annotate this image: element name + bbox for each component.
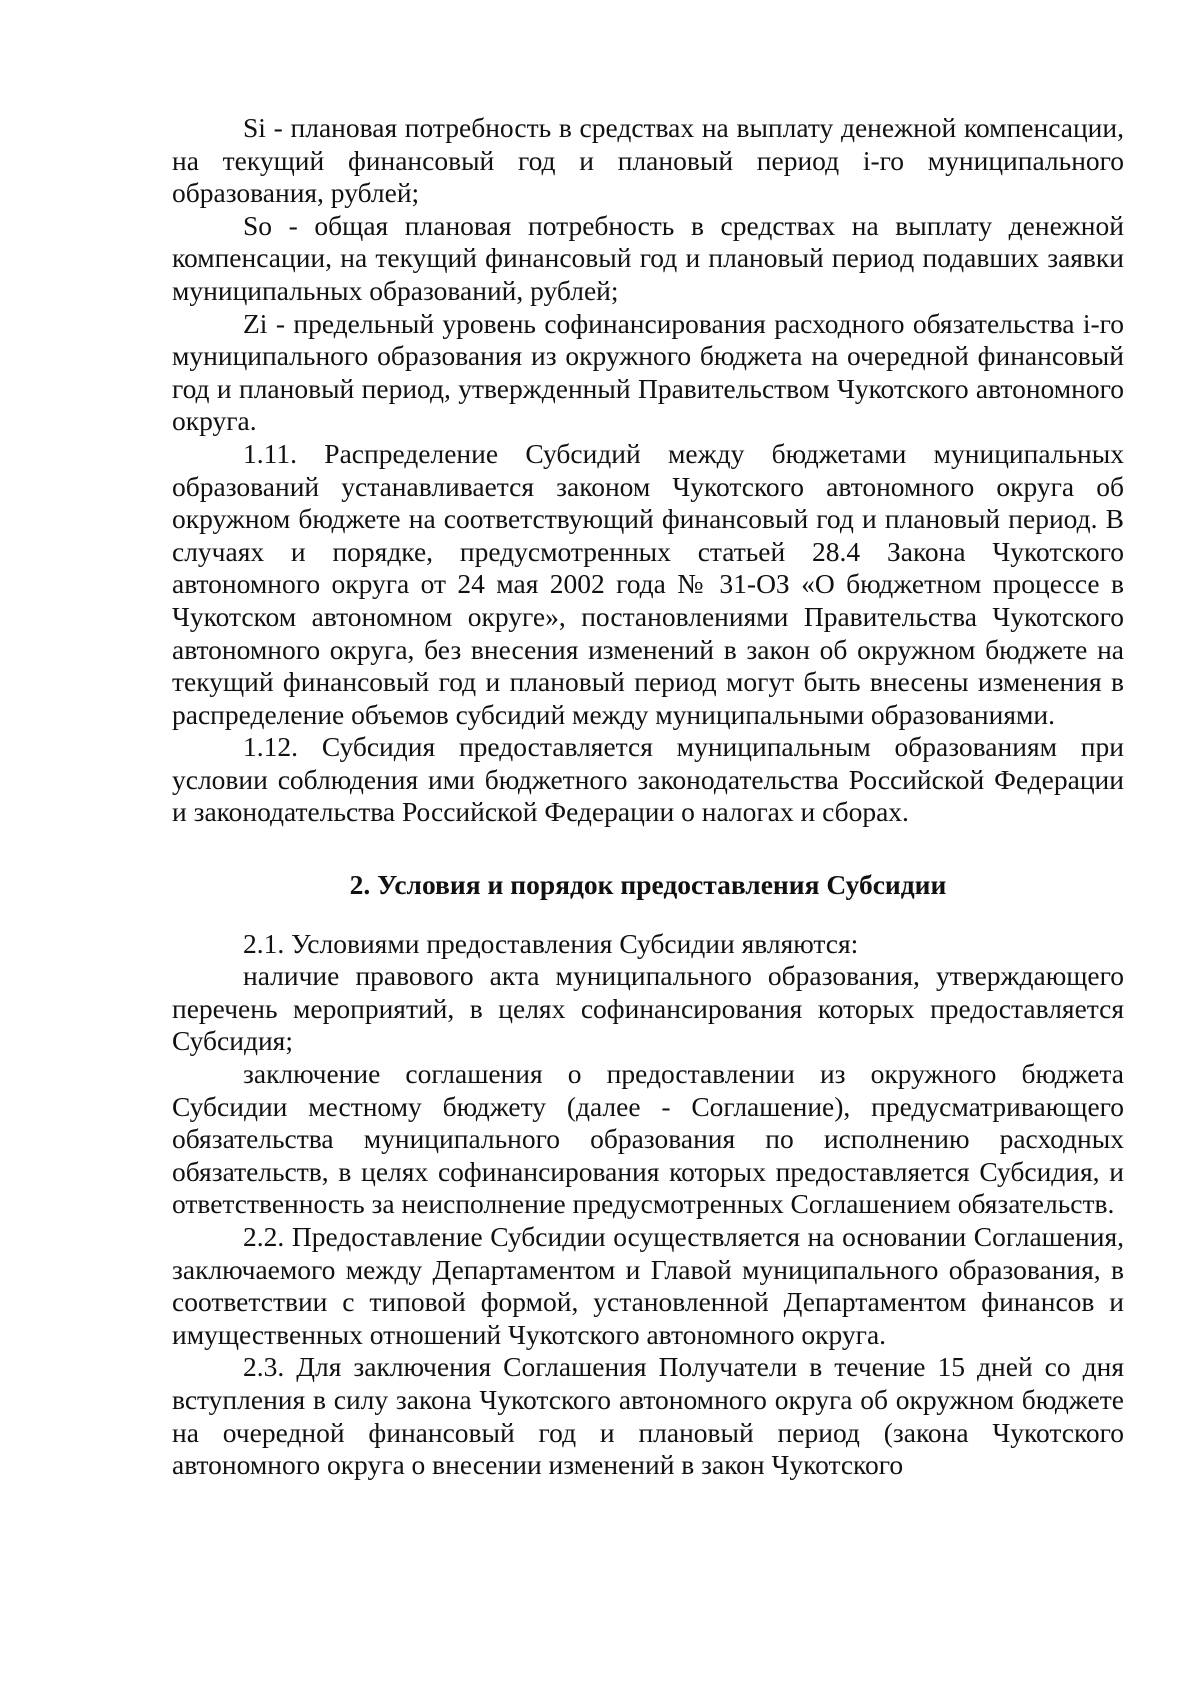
paragraph-so-definition: So - общая плановая потребность в средствах на выплату денежной компенсации, на текущий финансовый год и плановый период подавших заявки муниципальных образований, рублей; <box>172 209 1124 306</box>
paragraph-condition-agreement: заключение соглашения о предоставлении из окружного бюджета Субсидии местному бюджету (далее - Соглашение), предусматривающего обязательства муниципального образования по исполнению расходных обязательств, в целях софинансирования которых предоставляется Субсидия, и ответственность за неисполнение предусмотренных Соглашением обязательств. <box>172 1058 1124 1220</box>
paragraph-1-11: 1.11. Распределение Субсидий между бюджетами муниципальных образований устанавливается законом Чукотского автономного округа об окружном бюджете на соответствующий финансовый год и плановый период. В случаях и порядке, предусмотренных статьей 28.4 Закона Чукотского автономного округа от 24 мая 2002 года № 31-ОЗ «О бюджетном процессе в Чукотском автономном округе», постановлениями Правительства Чукотского автономного округа, без внесения изменений в закон об окружном бюджете на текущий финансовый год и плановый период могут быть внесены изменения в распределение объемов субсидий между муниципальными образованиями. <box>172 437 1124 730</box>
paragraph-2-3: 2.3. Для заключения Соглашения Получатели в течение 15 дней со дня вступления в силу закона Чукотского автономного округа об окружном бюджете на очередной финансовый год и плановый период (закона Чукотского автономного округа о внесении изменений в закон Чукотского <box>172 1351 1124 1481</box>
section-heading: 2. Условия и порядок предоставления Субсидии <box>349 869 947 901</box>
paragraph-condition-legal-act: наличие правового акта муниципального образования, утверждающего перечень мероприятий, в целях софинансирования которых предоставляется Субсидия; <box>172 960 1124 1057</box>
paragraph-2-1: 2.1. Условиями предоставления Субсидии являются: <box>243 927 859 959</box>
paragraph-2-2: 2.2. Предоставление Субсидии осуществляется на основании Соглашения, заключаемого между Департаментом и Главой муниципального образования, в соответствии с типовой формой, установленной Департаментом финансов и имущественных отношений Чукотского автономного округа. <box>172 1221 1124 1350</box>
paragraph-zi-definition: Zi - предельный уровень софинансирования расходного обязательства i-го муниципального образования из окружного бюджета на очередной финансовый год и плановый период, утвержденный Правительством Чукотского автономного округа. <box>172 307 1124 437</box>
paragraph-1-12: 1.12. Субсидия предоставляется муниципальным образованиям при условии соблюдения ими бюджетного законодательства Российской Федерации и законодательства Российской Федерации о налогах и сборах. <box>172 731 1124 828</box>
paragraph-si-definition: Si - плановая потребность в средствах на выплату денежной компенсации, на текущий финансовый год и плановый период i-го муниципального образования, рублей; <box>172 112 1124 209</box>
